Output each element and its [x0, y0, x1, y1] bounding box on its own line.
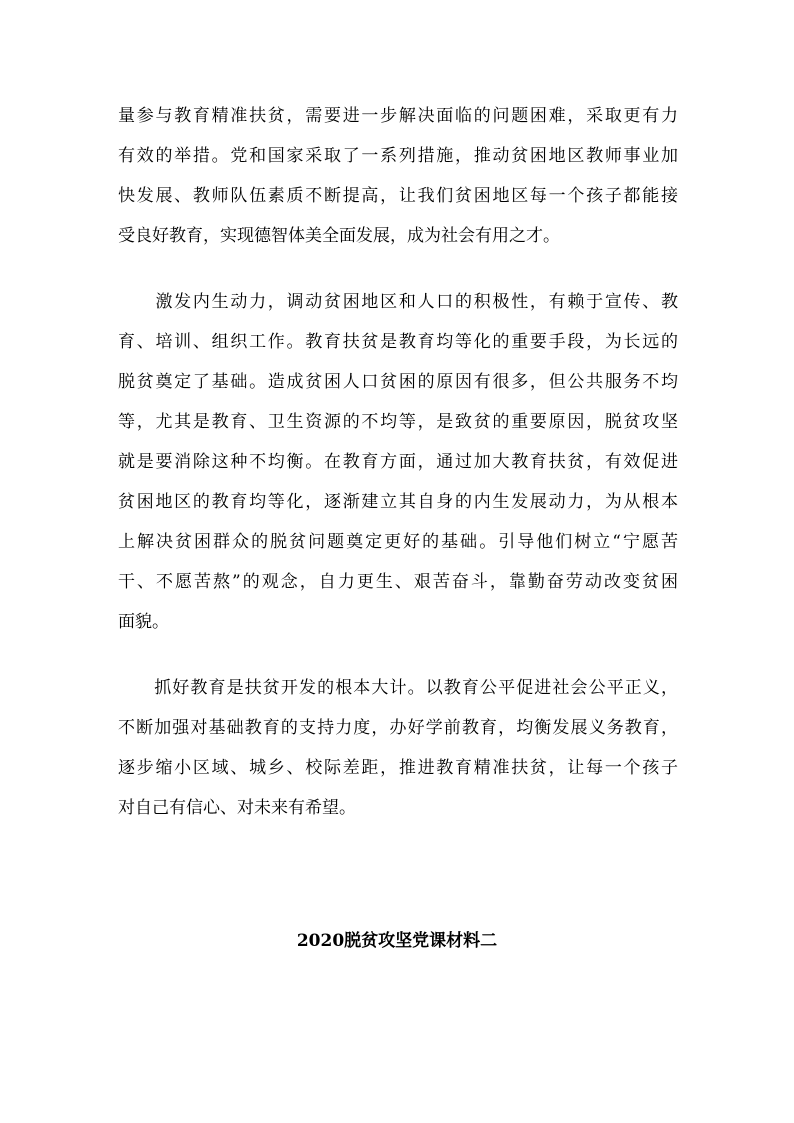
text-line: 逐步缩小区域、城乡、校际差距，推进教育精准扶贫，让每一个孩子: [118, 758, 678, 778]
text-line: 贫困地区的教育均等化，逐渐建立其自身的内生发展动力，为从根本: [118, 492, 678, 512]
text-line: 抓好教育是扶贫开发的根本大计。以教育公平促进社会公平正义，: [118, 678, 678, 698]
text-line: 等，尤其是教育、卫生资源的不均等，是致贫的重要原因，脱贫攻坚: [118, 412, 678, 432]
text-line: 育、培训、组织工作。教育扶贫是教育均等化的重要手段，为长远的: [118, 332, 678, 352]
text-line: 对自己有信心、对未来有希望。: [118, 798, 356, 818]
text-line: 快发展、教师队伍素质不断提高，让我们贫困地区每一个孩子都能接: [118, 186, 678, 206]
text-line: 激发内生动力，调动贫困地区和人口的积极性，有赖于宣传、教: [118, 292, 678, 312]
text-line: 量参与教育精准扶贫，需要进一步解决面临的问题困难，采取更有力: [118, 106, 678, 126]
paragraph-1: [118, 96, 678, 256]
text-line: 受良好教育，实现德智体美全面发展，成为社会有用之才。: [118, 226, 560, 246]
text-line: 就是要消除这种不均衡。在教育方面，通过加大教育扶贫，有效促进: [118, 452, 678, 472]
text-line: 脱贫奠定了基础。造成贫困人口贫困的原因有很多，但公共服务不均: [118, 372, 678, 392]
text-line: 干、不愿苦熬”的观念，自力更生、艰苦奋斗，靠勤奋劳动改变贫困: [118, 572, 678, 592]
paragraph-2: [118, 282, 678, 642]
section-heading: 2020脱贫攻坚党课材料二: [296, 931, 498, 951]
text-line: 面貌。: [118, 612, 169, 632]
paragraph-3: [118, 668, 678, 828]
text-line: 上解决贫困群众的脱贫问题奠定更好的基础。引导他们树立“宁愿苦: [118, 532, 678, 552]
text-line: 不断加强对基础教育的支持力度，办好学前教育，均衡发展义务教育，: [118, 718, 678, 738]
text-line: 有效的举措。党和国家采取了一系列措施，推动贫困地区教师事业加: [118, 146, 678, 166]
